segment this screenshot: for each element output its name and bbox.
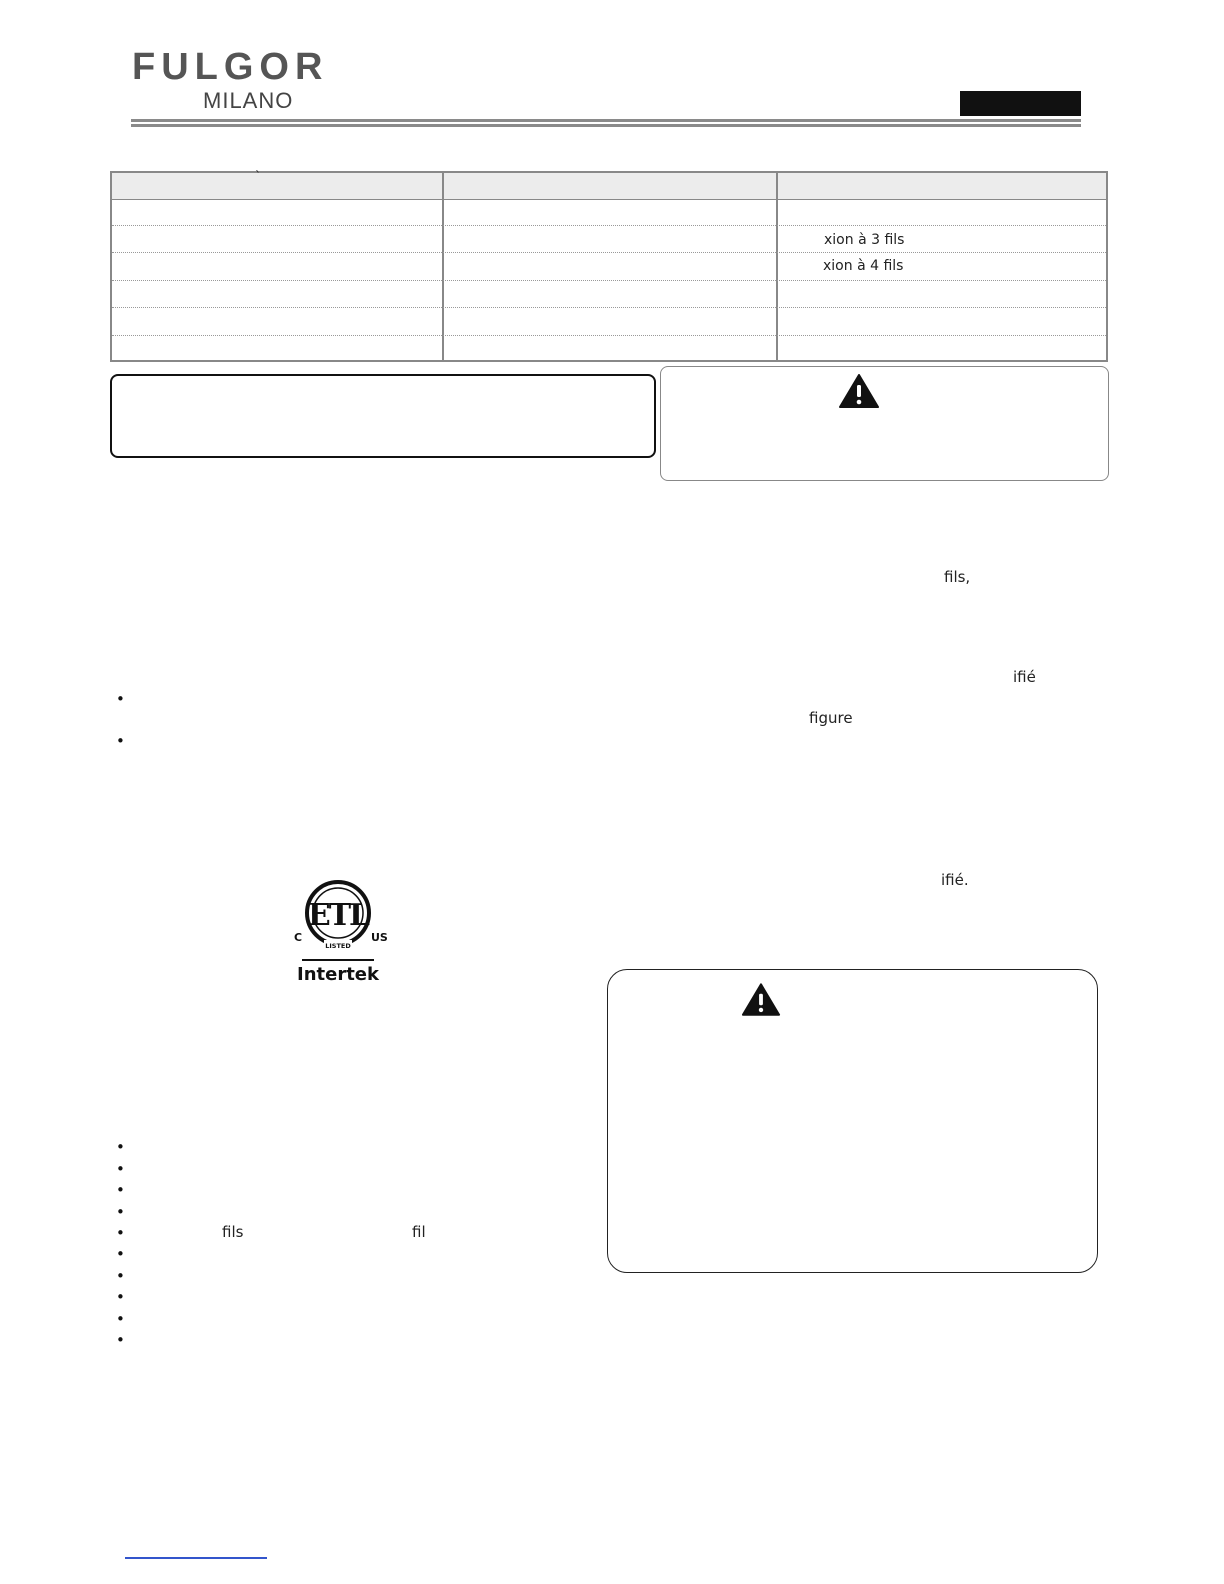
warning-triangle-icon — [741, 982, 781, 1017]
etl-maker: Intertek — [297, 964, 379, 985]
svg-text:ETL: ETL — [307, 898, 369, 933]
row-divider — [112, 335, 1106, 336]
bullet-point: • — [116, 1138, 125, 1156]
note-box — [110, 374, 656, 458]
warning-triangle-icon — [838, 373, 880, 409]
bullet-point: • — [116, 1181, 125, 1199]
header-rule-bottom — [131, 124, 1081, 127]
column-divider — [776, 173, 778, 360]
bullet-point: • — [116, 1331, 125, 1349]
spec-table-header — [112, 169, 1106, 200]
etl-listed-label: LISTED — [325, 942, 351, 950]
text-fragment: figure — [809, 709, 853, 727]
column-divider — [442, 173, 444, 360]
footer-link[interactable] — [125, 1557, 267, 1559]
table-cell: xion à 4 fils — [823, 258, 904, 274]
header-rule-top — [131, 119, 1081, 122]
brand-sub-logo: MILANO — [203, 88, 294, 113]
bullet-point: • — [116, 1288, 125, 1306]
bullet-point: • — [116, 1224, 125, 1242]
text-fragment: fils, — [944, 568, 971, 586]
bullet-point: • — [116, 690, 125, 708]
row-divider — [112, 280, 1106, 281]
etl-listed-logo — [290, 880, 390, 985]
bullet-point: • — [116, 1245, 125, 1263]
bullet-point: • — [116, 1267, 125, 1285]
bullet-point: • — [116, 1160, 125, 1178]
bullet-point: • — [116, 732, 125, 750]
text-fragment: fils — [222, 1223, 244, 1241]
row-divider — [112, 225, 1106, 226]
row-divider — [112, 252, 1106, 253]
bullet-point: • — [116, 1310, 125, 1328]
brand-logo: FULGOR — [132, 46, 329, 88]
warning-box — [660, 366, 1109, 481]
text-fragment: ifié. — [941, 871, 969, 889]
bullet-point: • — [116, 1203, 125, 1221]
header-mark: ` — [255, 169, 261, 183]
text-fragment: ifié — [1013, 668, 1036, 686]
text-fragment: fil — [412, 1223, 426, 1241]
section-tab — [960, 91, 1081, 116]
warning-box-large — [607, 969, 1098, 1273]
table-cell: xion à 3 fils — [824, 232, 905, 248]
row-divider — [112, 307, 1106, 308]
etl-c-mark: C — [294, 931, 303, 944]
etl-us-mark: US — [371, 931, 388, 944]
spec-table — [110, 171, 1108, 362]
